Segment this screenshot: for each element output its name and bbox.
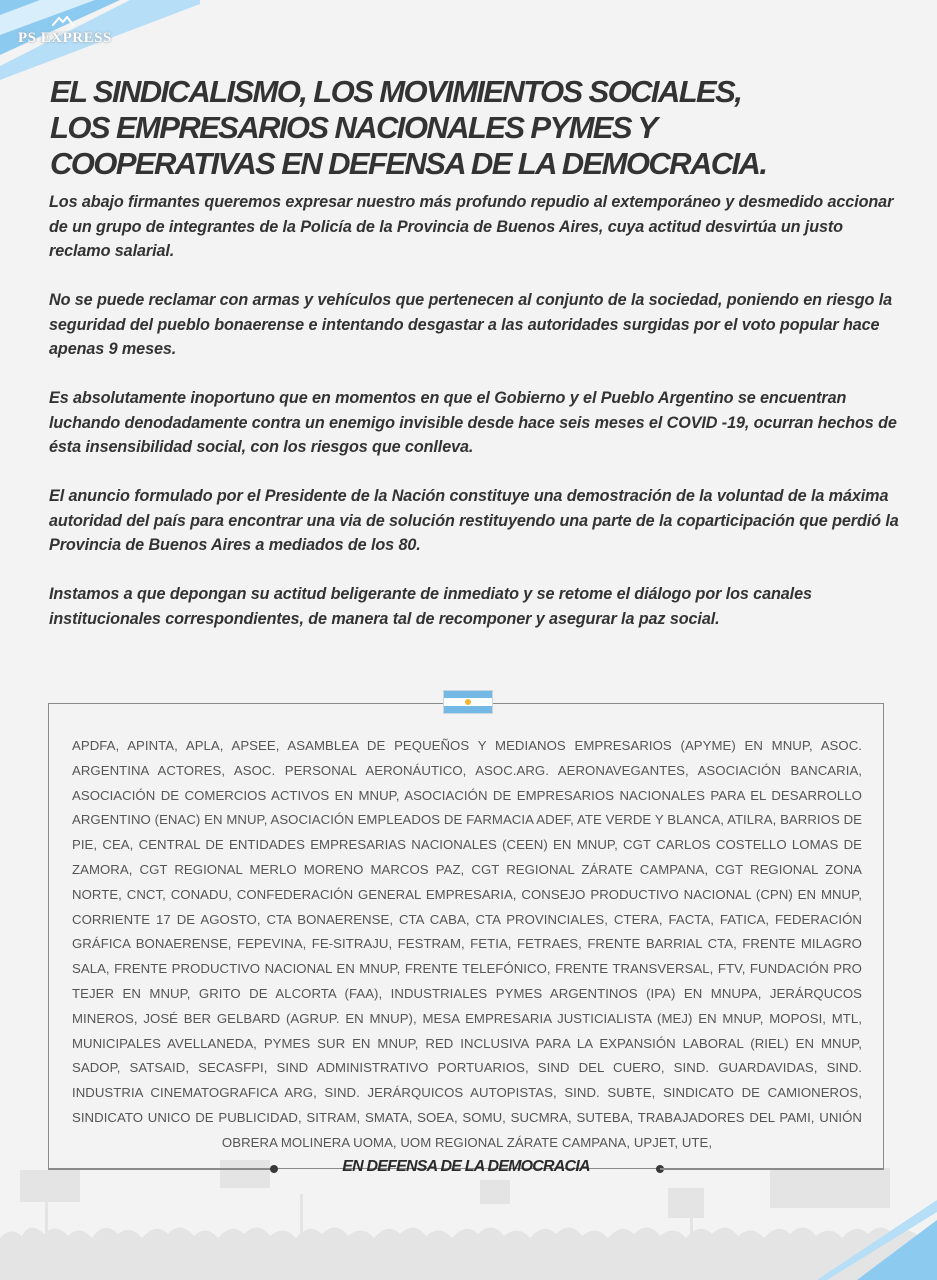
paragraph: Instamos a que depongan su actitud beligerante de inmediato y se retome el diálogo por los canales institucionales correspondientes, de manera tal de recomponer y asegurar la paz social. xyxy=(49,585,812,628)
headline-line: LOS EMPRESARIOS NACIONALES PYMES Y xyxy=(50,110,657,145)
footer-divider-right xyxy=(660,1168,884,1170)
statement-body xyxy=(49,190,899,656)
corner-stripes-bottom-right xyxy=(817,1190,937,1280)
logo: PS EXPRESS xyxy=(18,30,112,46)
mountain-icon xyxy=(52,16,74,26)
footer-dot-left xyxy=(270,1165,278,1173)
signatories-list: APDFA, APINTA, APLA, APSEE, ASAMBLEA DE PEQUEÑOS Y MEDIANOS EMPRESARIOS (APYME) EN MNUP, ASOC. ARGENTINA ACTORES, ASOC. PERSONAL AERONÁUTICO, ASOC.ARG. AERONAVEGANTES, ASOCIACIÓN BANCARIA, ASOCIACIÓN DE COMERCIOS ACTIVOS EN MNUP, ASOCIACIÓN DE EMPRESARIOS NACIONALES PARA EL DESARROLLO ARGENTINO (ENAC) EN MNUP, ASOCIACIÓN EMPLEADOS DE FARMACIA ADEF, ATE VERDE Y BLANCA, ATILRA, BARRIOS DE PIE, CEA, CENTRAL DE ENTIDADES EMPRESARIAS NACIONALES (CEEN) EN MNUP, CGT CARLOS COSTELLO LOMAS DE ZAMORA, CGT REGIONAL MERLO MORENO MARCOS PAZ, CGT REGIONAL ZÁRATE CAMPANA, CGT REGIONAL ZONA NORTE, CNCT, CONADU, CONFEDERACIÓN GENERAL EMPRESARIA, CONSEJO PRODUCTIVO NACIONAL (CPN) EN MNUP, CORRIENTE 17 DE AGOSTO, CTA BONAERENSE, CTA CABA, CTA PROVINCIALES, CTERA, FACTA, FATICA, FEDERACIÓN GRÁFICA BONAERENSE, FEPEVINA, FE-SITRAJU, FESTRAM, FETIA, FETRAES, FRENTE BARRIAL CTA, FRENTE MILAGRO SALA, FRENTE PRODUCTIVO NACIONAL EN MNUP, FRENTE TELEFÓNICO, FRENTE TRANSVERSAL, FTV, FUNDACIÓN PRO TEJER EN MNUP, GRITO DE ALCORTA (FAA), INDUSTRIALES PYMES ARGENTINOS (IPA) EN MNUPA, JERÁRQUCOS MINEROS, JOSÉ BER GELBARD (AGRUP. EN MNUP), MESA EMPRESARIA JUSTICIALISTA (MEJ) EN MNUP, MOPOSI, MTL, MUNICIPALES AVELLANEDA, PYMES SUR EN MNUP, RED INCLUSIVA PARA LA EXPANSIÓN LABORAL (RIEL) EN MNUP, SADOP, SATSAID, SECASFPI, SIND ADMINISTRATIVO PORTUARIOS, SIND DEL CUERO, SIND. GUARDAVIDAS, SIND. INDUSTRIA CINEMATOGRAFICA ARG, SIND. JERÁRQUICOS AUTOPISTAS, SIND. SUBTE, SINDICATO DE CAMIONEROS, SINDICATO UNICO DE PUBLICIDAD, SITRAM, SMATA, SOEA, SOMU, SUCMRA, SUTEBA, TRABAJADORES DEL PAMI, UNIÓN OBRERA MOLINERA UOMA, UOM REGIONAL ZÁRATE CAMPANA, UPJET, UTE, xyxy=(72,738,862,1150)
headline-line: COOPERATIVAS EN DEFENSA DE LA DEMOCRACIA. xyxy=(50,146,767,181)
footer-title: EN DEFENSA DE LA DEMOCRACIA xyxy=(342,1158,590,1175)
argentina-flag-icon xyxy=(443,690,493,714)
paragraph: Los abajo firmantes queremos expresar nuestro más profundo repudio al extemporáneo y desmedido accionar de un grupo de integrantes de la Policía de la Provincia de Buenos Aires, cuya actitud desvirtúa un justo reclamo salarial. xyxy=(49,193,894,260)
paragraph: El anuncio formulado por el Presidente de la Nación constituye una demostración de la voluntad de la máxima autoridad del país para encontrar una via de solución restituyendo una parte de la coparticipación que perdió la Provincia de Buenos Aires a mediados de los 80. xyxy=(49,487,899,554)
headline xyxy=(50,74,900,182)
footer-divider-left xyxy=(48,1168,274,1170)
paragraph: No se puede reclamar con armas y vehículos que pertenecen al conjunto de la sociedad, poniendo en riesgo la seguridad del pueblo bonaerense e intentando desgastar a las autoridades surgidas por el voto popular hace apenas 9 meses. xyxy=(49,291,892,358)
paragraph: Es absolutamente inoportuno que en momentos en que el Gobierno y el Pueblo Argentino se encuentran luchando denodadamente contra un enemigo invisible desde hace seis meses el COVID -19, ocurran hechos de ésta insensibilidad social, con los riesgos que conlleva. xyxy=(49,389,897,456)
headline-line: EL SINDICALISMO, LOS MOVIMIENTOS SOCIALES, xyxy=(50,74,742,109)
sun-icon xyxy=(465,699,471,705)
